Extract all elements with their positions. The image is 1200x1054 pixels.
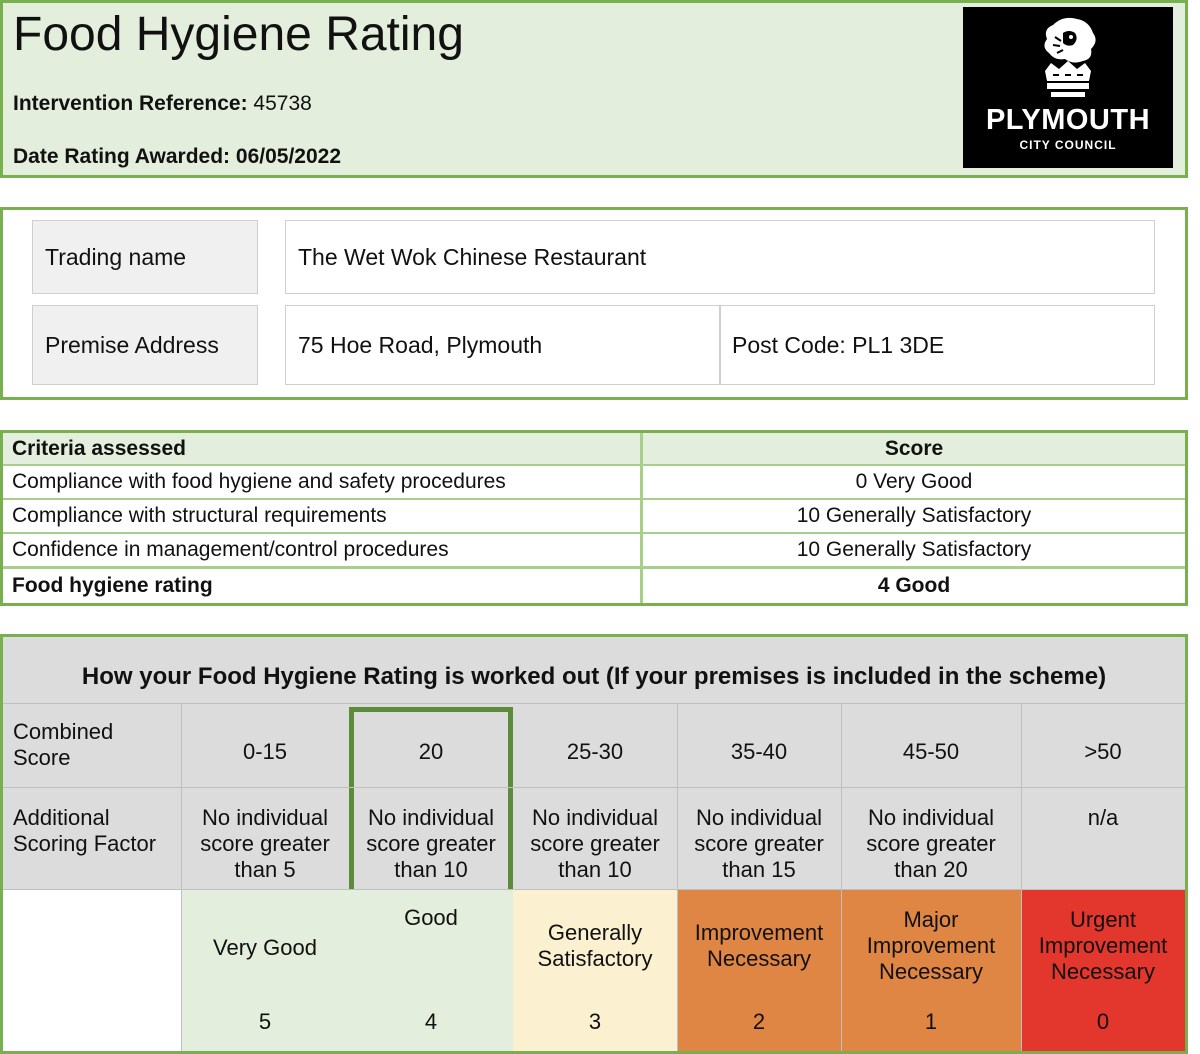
criteria-name: Compliance with structural requirements <box>3 500 643 532</box>
criteria-name: Compliance with food hygiene and safety procedures <box>3 466 643 498</box>
combined-score-value: 45-50 <box>902 739 960 764</box>
criteria-row <box>3 534 1185 566</box>
scheme-title: How your Food Hygiene Rating is worked out (If your premises is included in the scheme) <box>81 663 1107 690</box>
date-value: 06/05/2022 <box>235 145 341 168</box>
additional-factor-label: Additional Scoring Factor <box>13 805 157 856</box>
rating-number: 2 <box>752 1009 766 1034</box>
postcode-value: Post Code: PL1 3DE <box>719 305 1155 385</box>
criteria-row <box>3 466 1185 498</box>
additional-factor-value: No individual score greater than 10 <box>530 805 660 882</box>
premises-details <box>0 207 1188 400</box>
combined-score-value: 20 <box>418 739 444 764</box>
rating-number: 5 <box>258 1009 272 1034</box>
criteria-score: 0 Very Good <box>855 470 973 493</box>
combined-score-value: 0-15 <box>242 739 288 764</box>
criteria-score: 10 Generally Satisfactory <box>796 504 1032 527</box>
criteria-score: 10 Generally Satisfactory <box>796 538 1032 561</box>
rating-scheme-table <box>0 634 1188 1054</box>
trading-name-label: Trading name <box>32 220 258 294</box>
criteria-total-row <box>3 569 1185 603</box>
score-header: Score <box>884 436 944 460</box>
total-rating-label: Food hygiene rating <box>3 569 643 603</box>
criteria-header-row <box>3 433 1185 464</box>
trading-name-value: The Wet Wok Chinese Restaurant <box>285 220 1155 294</box>
additional-factor-value: No individual score greater than 10 <box>366 805 496 882</box>
combined-score-value: 35-40 <box>730 739 788 764</box>
criteria-row <box>3 500 1185 532</box>
additional-factor-value: No individual score greater than 20 <box>866 805 996 882</box>
intervention-reference <box>13 92 312 116</box>
logo-subtitle: CITY COUNCIL <box>1019 138 1117 152</box>
rating-band-label: Very Good <box>213 935 317 960</box>
rating-number: 0 <box>1096 1009 1110 1034</box>
criteria-header: Criteria assessed <box>3 433 643 464</box>
address-label: Premise Address <box>32 305 258 385</box>
lion-crown-crest-icon <box>1033 15 1103 101</box>
rating-band-label: Urgent Improvement Necessary <box>1038 907 1168 984</box>
total-rating-score: 4 Good <box>877 574 951 597</box>
additional-factor-value: No individual score greater than 5 <box>200 805 330 882</box>
plymouth-council-logo <box>963 7 1173 168</box>
criteria-name: Confidence in management/control procedures <box>3 534 643 566</box>
address-value: 75 Hoe Road, Plymouth <box>285 305 721 385</box>
rating-band-label: Generally Satisfactory <box>537 920 653 971</box>
combined-score-value: 25-30 <box>566 739 624 764</box>
date-label: Date Rating Awarded: <box>13 145 231 168</box>
rating-number: 4 <box>424 1009 438 1034</box>
combined-score-label: Combined Score <box>13 719 114 770</box>
page-title: Food Hygiene Rating <box>13 8 464 61</box>
reference-label: Intervention Reference: <box>13 92 248 115</box>
logo-name: PLYMOUTH <box>985 104 1151 136</box>
rating-band-label: Improvement Necessary <box>694 920 824 971</box>
rating-band-label: Major Improvement Necessary <box>866 907 996 984</box>
additional-factor-value: No individual score greater than 15 <box>694 805 824 882</box>
rating-band-label: Good <box>404 905 458 930</box>
reference-value: 45738 <box>253 92 312 115</box>
date-rating-awarded <box>13 145 341 169</box>
rating-number: 1 <box>924 1009 938 1034</box>
additional-factor-value: n/a <box>1087 805 1119 830</box>
header-panel <box>0 0 1188 178</box>
combined-score-value: >50 <box>1084 739 1122 764</box>
criteria-table <box>0 430 1188 606</box>
rating-number: 3 <box>588 1009 602 1034</box>
